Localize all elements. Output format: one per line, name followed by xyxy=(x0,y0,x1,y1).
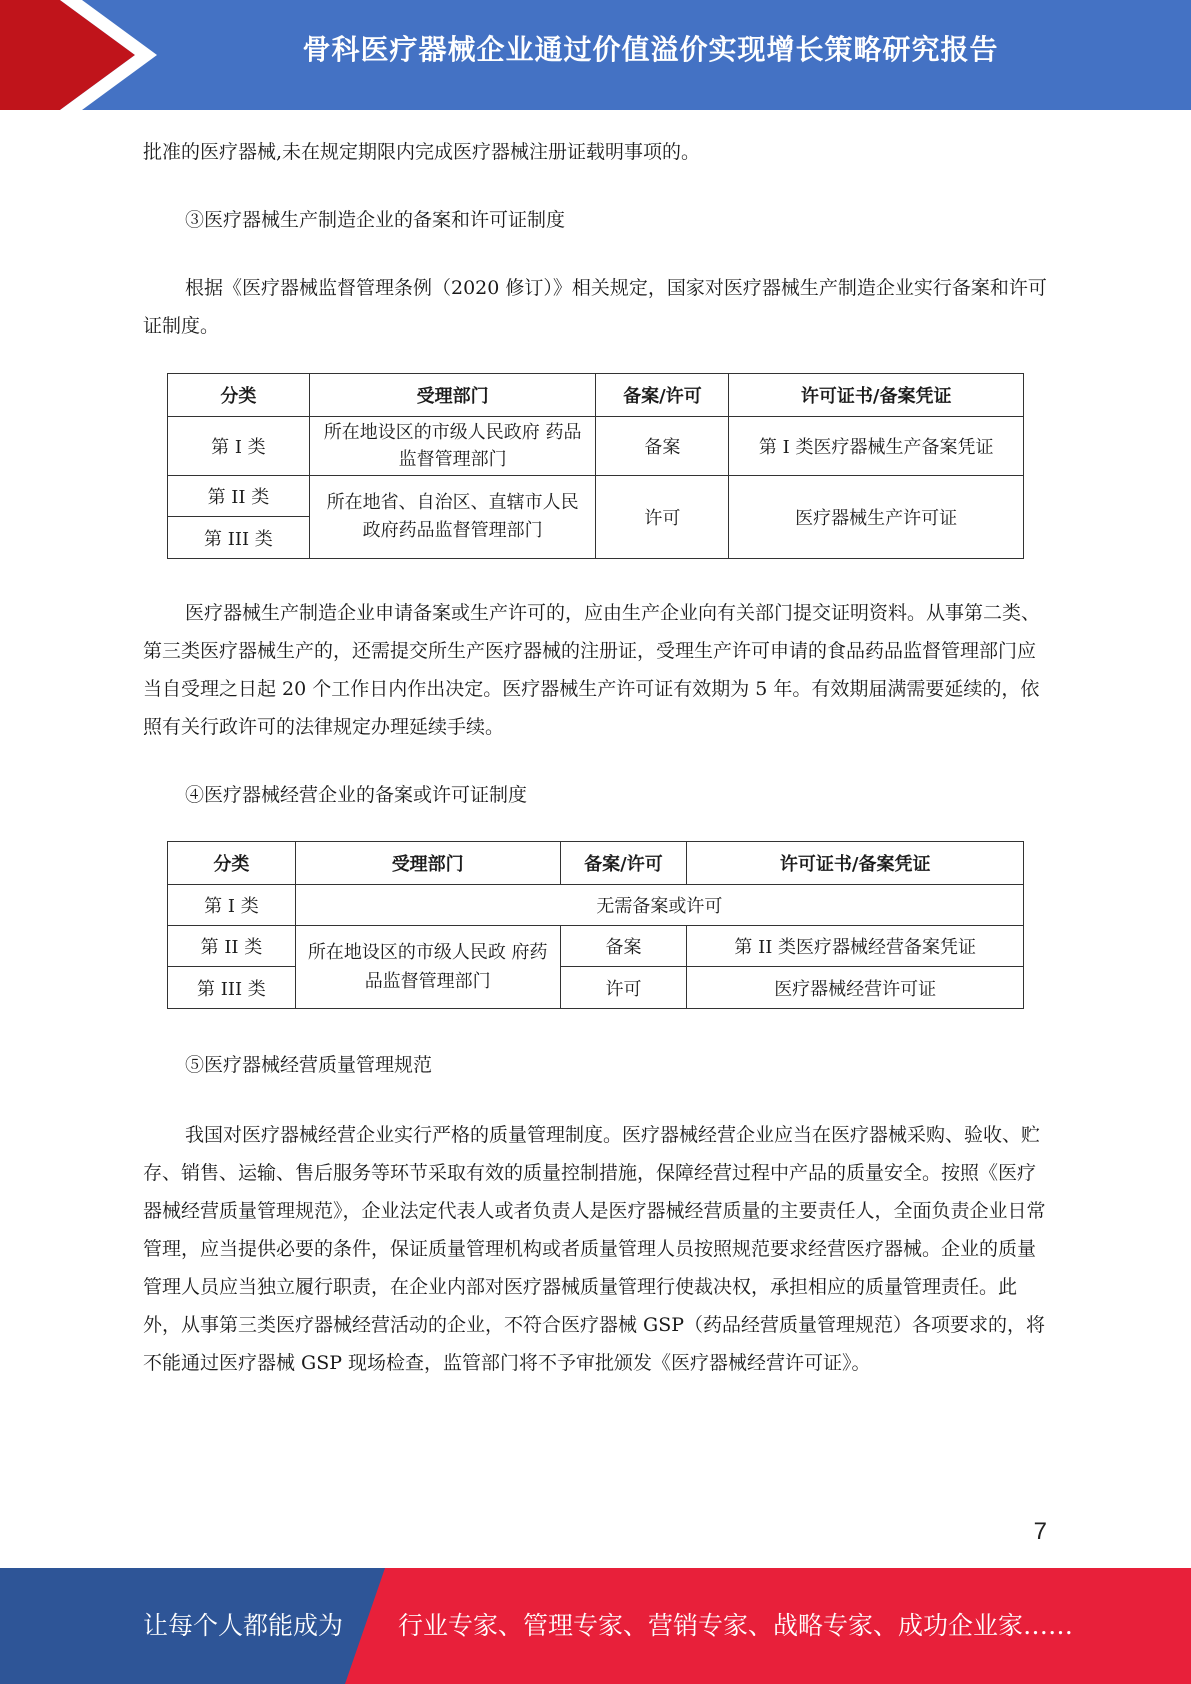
header-filing-license: 备案/许可 xyxy=(596,374,729,417)
header-red-chevron xyxy=(0,0,135,110)
table-header-row xyxy=(168,374,1024,417)
cell-type: 备案 xyxy=(560,926,687,967)
section-heading-3: ③医疗器械生产制造企业的备案和许可证制度 xyxy=(185,209,566,231)
table-header-row xyxy=(168,842,1024,885)
cell-certificate: 医疗器械经营许可证 xyxy=(687,967,1024,1009)
distribution-license-table xyxy=(167,841,1024,1009)
cell-category: 第 III 类 xyxy=(168,517,310,559)
page-number: 7 xyxy=(1033,1518,1047,1545)
cell-type: 许可 xyxy=(560,967,687,1009)
table-row xyxy=(168,417,1024,476)
report-title: 骨科医疗器械企业通过价值溢价实现增长策略研究报告 xyxy=(302,33,999,66)
cell-category: 第 I 类 xyxy=(168,417,310,476)
paragraph-production-license: 医疗器械生产制造企业申请备案或生产许可的，应由生产企业向有关部门提交证明资料。从事第二类、第三类医疗器械生产的，还需提交所生产医疗器械的注册证，受理生产许可申请的食品药品监督管理部门应当自受理之日起 20 个工作日内作出决定。医疗器械生产许可证有效期为 5 年。有效期届满需要延续的，依照有关行政许可的法律规定办理延续手续。 xyxy=(143,602,1041,738)
cell-certificate: 第 II 类医疗器械经营备案凭证 xyxy=(687,926,1024,967)
header-certificate: 许可证书/备案凭证 xyxy=(687,842,1024,885)
header-category: 分类 xyxy=(168,842,296,885)
header-category: 分类 xyxy=(168,374,310,417)
table-row xyxy=(168,926,1024,967)
header-certificate: 许可证书/备案凭证 xyxy=(729,374,1024,417)
cell-department: 所在地设区的市级人民政府 药品监督管理部门 xyxy=(309,417,596,476)
section-heading-5: ⑤医疗器械经营质量管理规范 xyxy=(185,1054,433,1076)
cell-type: 备案 xyxy=(596,417,729,476)
table-row xyxy=(168,476,1024,517)
cell-category: 第 II 类 xyxy=(168,926,296,967)
cell-department: 所在地设区的市级人民政 府药品监督管理部门 xyxy=(295,926,560,1009)
cell-department: 所在地省、自治区、直辖市人民政府药品监督管理部门 xyxy=(309,476,596,559)
cell-category: 第 I 类 xyxy=(168,885,296,926)
cell-certificate: 医疗器械生产许可证 xyxy=(729,476,1024,559)
footer-slogan-left: 让每个人都能成为 xyxy=(143,1611,344,1640)
page-footer xyxy=(0,1568,1191,1684)
page-header xyxy=(0,0,1191,110)
cell-category: 第 III 类 xyxy=(168,967,296,1009)
paragraph-quality-management: 我国对医疗器械经营企业实行严格的质量管理制度。医疗器械经营企业应当在医疗器械采购、验收、贮存、销售、运输、售后服务等环节采取有效的质量控制措施，保障经营过程中产品的质量安全。按照《医疗器械经营质量管理规范》，企业法定代表人或者负责人是医疗器械经营质量的主要责任人，全面负责企业日常管理，应当提供必要的条件，保证质量管理机构或者质量管理人员按照规范要求经营医疗器械。企业的质量管理人员应当独立履行职责，在企业内部对医疗器械质量管理行使裁决权，承担相应的质量管理责任。此外，从事第三类医疗器械经营活动的企业，不符合医疗器械 GSP（药品经营质量管理规范）各项要求的，将不能通过医疗器械 GSP 现场检查，监管部门将不予审批颁发《医疗器械经营许可证》。 xyxy=(143,1124,1046,1374)
section-heading-4: ④医疗器械经营企业的备案或许可证制度 xyxy=(185,784,528,806)
header-filing-license: 备案/许可 xyxy=(560,842,687,885)
cell-certificate: 第 I 类医疗器械生产备案凭证 xyxy=(729,417,1024,476)
production-license-table xyxy=(167,373,1024,559)
footer-slogan-right: 行业专家、管理专家、营销专家、战略专家、成功企业家…… xyxy=(398,1611,1074,1640)
cell-type: 许可 xyxy=(596,476,729,559)
table-row xyxy=(168,885,1024,926)
cell-category: 第 II 类 xyxy=(168,476,310,517)
header-department: 受理部门 xyxy=(309,374,596,417)
paragraph-regulation: 根据《医疗器械监督管理条例（2020 修订）》相关规定，国家对医疗器械生产制造企业实行备案和许可证制度。 xyxy=(143,277,1047,337)
paragraph-continuation: 批准的医疗器械,未在规定期限内完成医疗器械注册证载明事项的。 xyxy=(143,141,701,163)
header-department: 受理部门 xyxy=(295,842,560,885)
cell-no-filing-required: 无需备案或许可 xyxy=(295,885,1023,926)
